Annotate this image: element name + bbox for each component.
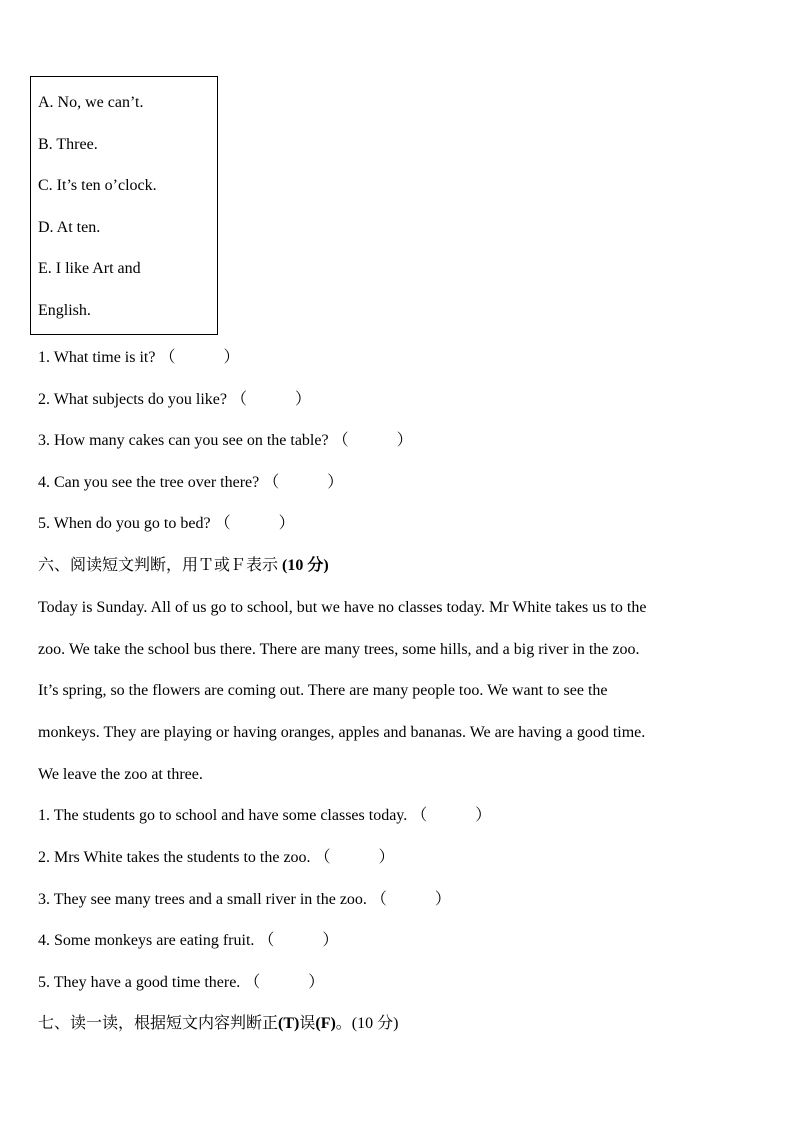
tf-question-5: 5. They have a good time there. （ ） xyxy=(38,974,325,991)
match-question-4: 4. Can you see the tree over there? （ ） xyxy=(38,474,344,491)
section-7-wrong-label: 误 xyxy=(299,1015,316,1032)
passage-line-4: monkeys. They are playing or having oranges, apples and bananas. We are having a good time. xyxy=(38,724,646,741)
option-a: A. No, we can’t. xyxy=(38,94,144,111)
match-question-5: 5. When do you go to bed? （ ） xyxy=(38,515,295,532)
match-question-3: 3. How many cakes can you see on the table? （ ） xyxy=(38,432,413,449)
tf-question-4: 4. Some monkeys are eating fruit. （ ） xyxy=(38,932,339,949)
options-box xyxy=(30,76,218,335)
option-e: E. I like Art and xyxy=(38,260,141,277)
option-e-continued: English. xyxy=(38,302,91,319)
passage-line-2: zoo. We take the school bus there. There are many trees, some hills, and a big river in the zoo. xyxy=(38,641,640,658)
section-6-heading xyxy=(38,556,329,576)
passage-line-5: We leave the zoo at three. xyxy=(38,766,203,783)
option-b: B. Three. xyxy=(38,136,98,153)
option-c: C. It’s ten o’clock. xyxy=(38,177,157,194)
tf-question-3: 3. They see many trees and a small river in the zoo. （ ） xyxy=(38,891,451,908)
section-7-score: 。(10 分) xyxy=(335,1015,399,1032)
section-7-heading xyxy=(38,1014,398,1034)
match-question-1: 1. What time is it? （ ） xyxy=(38,349,240,366)
section-6-title: 六、阅读短文判断，用Ｔ或Ｆ表示 xyxy=(38,557,279,574)
tf-question-2: 2. Mrs White takes the students to the zoo. （ ） xyxy=(38,849,395,866)
section-7-true-mark: (T) xyxy=(278,1015,300,1032)
passage-line-3: It’s spring, so the flowers are coming out. There are many people too. We want to see the xyxy=(38,682,608,699)
match-question-2: 2. What subjects do you like? （ ） xyxy=(38,391,312,408)
section-7-false-mark: (F) xyxy=(315,1015,336,1032)
tf-question-1: 1. The students go to school and have some classes today. （ ） xyxy=(38,807,492,824)
section-6-score: (10 分) xyxy=(278,557,329,574)
option-d: D. At ten. xyxy=(38,219,101,236)
passage-line-1: Today is Sunday. All of us go to school, but we have no classes today. Mr White takes us to the xyxy=(38,599,647,616)
section-7-title: 七、读一读，根据短文内容判断正 xyxy=(38,1015,279,1032)
